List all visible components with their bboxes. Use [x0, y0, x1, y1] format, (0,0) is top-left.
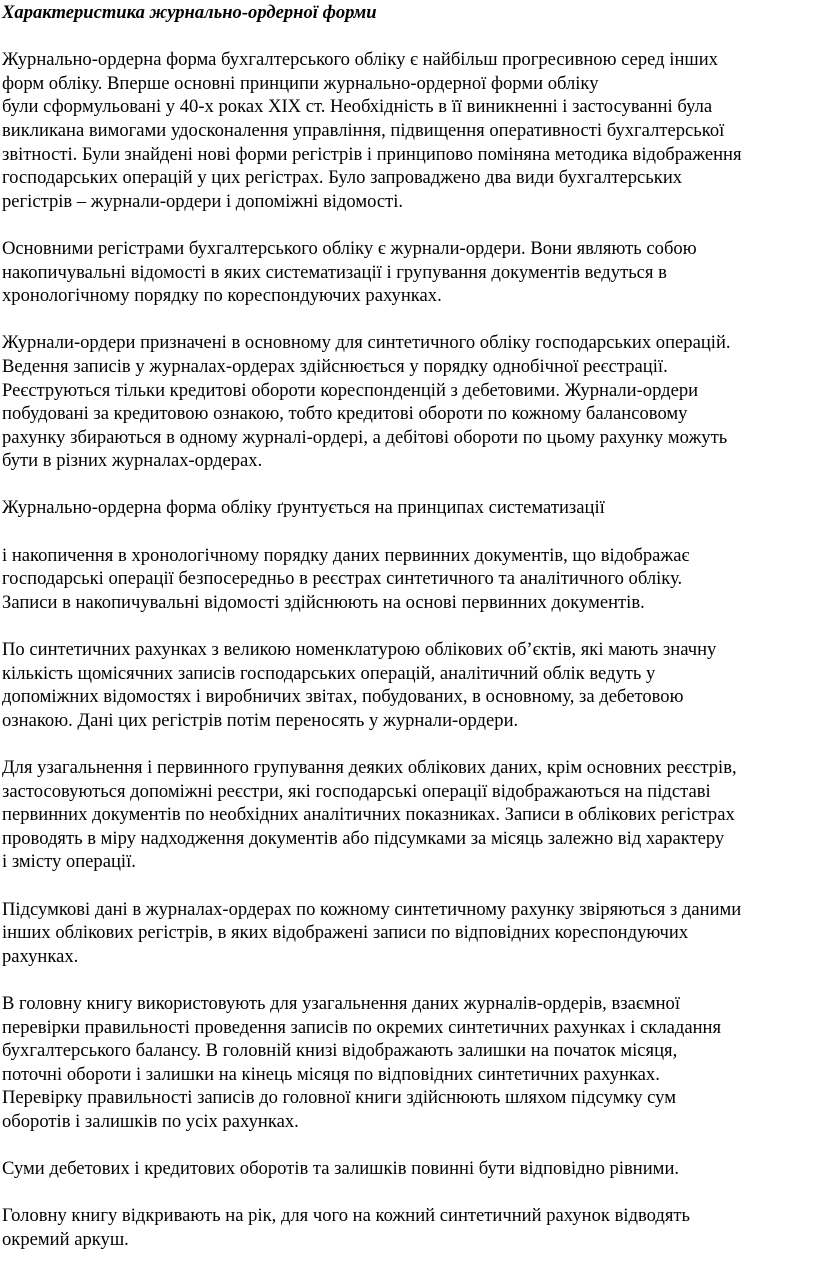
- paragraph-spacer: [2, 1181, 816, 1205]
- paragraph-spacer: [2, 968, 816, 992]
- paragraph-spacer: [2, 614, 816, 638]
- paragraph-spacer: [2, 874, 816, 898]
- paragraph-spacer: [2, 308, 816, 332]
- paragraph-spacer: [2, 520, 816, 544]
- paragraph-auxiliary-registers: Для узагальнення і первинного групування деяких облікових даних, крім основних реєстрів, застосовуються допоміжні реєстри, які господарські операції відображаються на підставі первинних документів по необхідних аналітичних показниках. Записи в облікових регістрах проводять в міру надходження документів або підсумками за місяць залежно від характеру і змісту операції.: [2, 757, 737, 873]
- paragraph-general-ledger: В головну книгу використовують для узагальнення даних журналів-ордерів, взаємної перевірки правильності проведення записів по окремих синтетичних рахунках і складання бухгалтерського балансу. В головній книзі відображають залишки на початок місяця, поточні обороти і залишки на кінець місяця по відповідних синтетичних рахунках. Перевірку правильності записів до головної книги здійснюють шляхом підсумку сум оборотів і залишків по усіх рахунках.: [2, 992, 722, 1132]
- paragraph-spacer: [2, 213, 816, 237]
- document-title: Характеристика журнально-ордерної форми: [2, 2, 377, 23]
- paragraph-analytical-accounting: По синтетичних рахунках з великою номенклатурою облікових об’єктів, які мають значну кількість щомісячних записів господарських операцій, аналітичний облік ведуть у допоміжних відомостях і виробничих звітах, побудованих, в основному, за дебетовою ознакою. Дані цих регістрів потім переносять у журнали-ордери.: [2, 639, 717, 731]
- paragraph-journal-orders-purpose: Журнали-ордери призначені в основному для синтетичного обліку господарських операцій. Ведення записів у журналах-ордерах здійснюється у порядку однобічної реєстрації. Реєструються тільки кредитові обороти кореспонденцій з дебетовими. Журнали-ордери побудовані за кредитовою ознакою, тобто кредитові обороти по кожному балансовому рахунку збираються в одному журналі-ордері, а дебітові обороти по цьому рахунку можуть бути в різних журналах-ордерах.: [2, 332, 731, 472]
- paragraph-equal-turnovers: Суми дебетових і кредитових оборотів та залишків повинні бути відповідно рівними.: [2, 1158, 680, 1180]
- paragraph-accumulation: і накопичення в хронологічному порядку даних первинних документів, що відображає господарські операції безпосередньо в реєстрах синтетичного та аналітичного обліку. Записи в накопичувальні відомості здійснюють на основі первинних документів.: [2, 544, 690, 613]
- paragraph-spacer: [2, 473, 816, 497]
- paragraph-spacer: [2, 732, 816, 756]
- paragraph-spacer: [2, 25, 816, 49]
- paragraph-intro: Журнально-ордерна форма бухгалтерського обліку є найбільш прогресивною серед інших форм обліку. Вперше основні принципи журнально-ордерної форми обліку були сформульовані у 40-х роках XIX ст. Необхідність в її виникненні і застосуванні була викликана вимогами удосконалення управління, підвищення оперативності бухгалтерської звітності. Були знайдені нові форми регістрів і принципово поміняна методика відображення господарських операцій у цих регістрах. Було запроваджено два види бухгалтерських регістрів – журнали-ордери і допоміжні відомості.: [2, 49, 742, 212]
- paragraph-ledger-opening: Головну книгу відкривають на рік, для чого на кожний синтетичний рахунок відводять окремий аркуш.: [2, 1205, 691, 1250]
- paragraph-reconciliation: Підсумкові дані в журналах-ордерах по кожному синтетичному рахунку звіряються з даними інших облікових регістрів, в яких відображені записи по відповідних кореспондуючих рахунках.: [2, 898, 742, 967]
- paragraph-main-registers: Основними регістрами бухгалтерського обліку є журнали-ордери. Вони являють собою накопичувальні відомості в яких систематизації і групування документів ведуться в хронологічному порядку по кореспондуючих рахунках.: [2, 237, 697, 307]
- paragraph-systematization-principle: Журнально-ордерна форма обліку ґрунтується на принципах систематизації: [2, 497, 605, 519]
- paragraph-spacer: [2, 1134, 816, 1158]
